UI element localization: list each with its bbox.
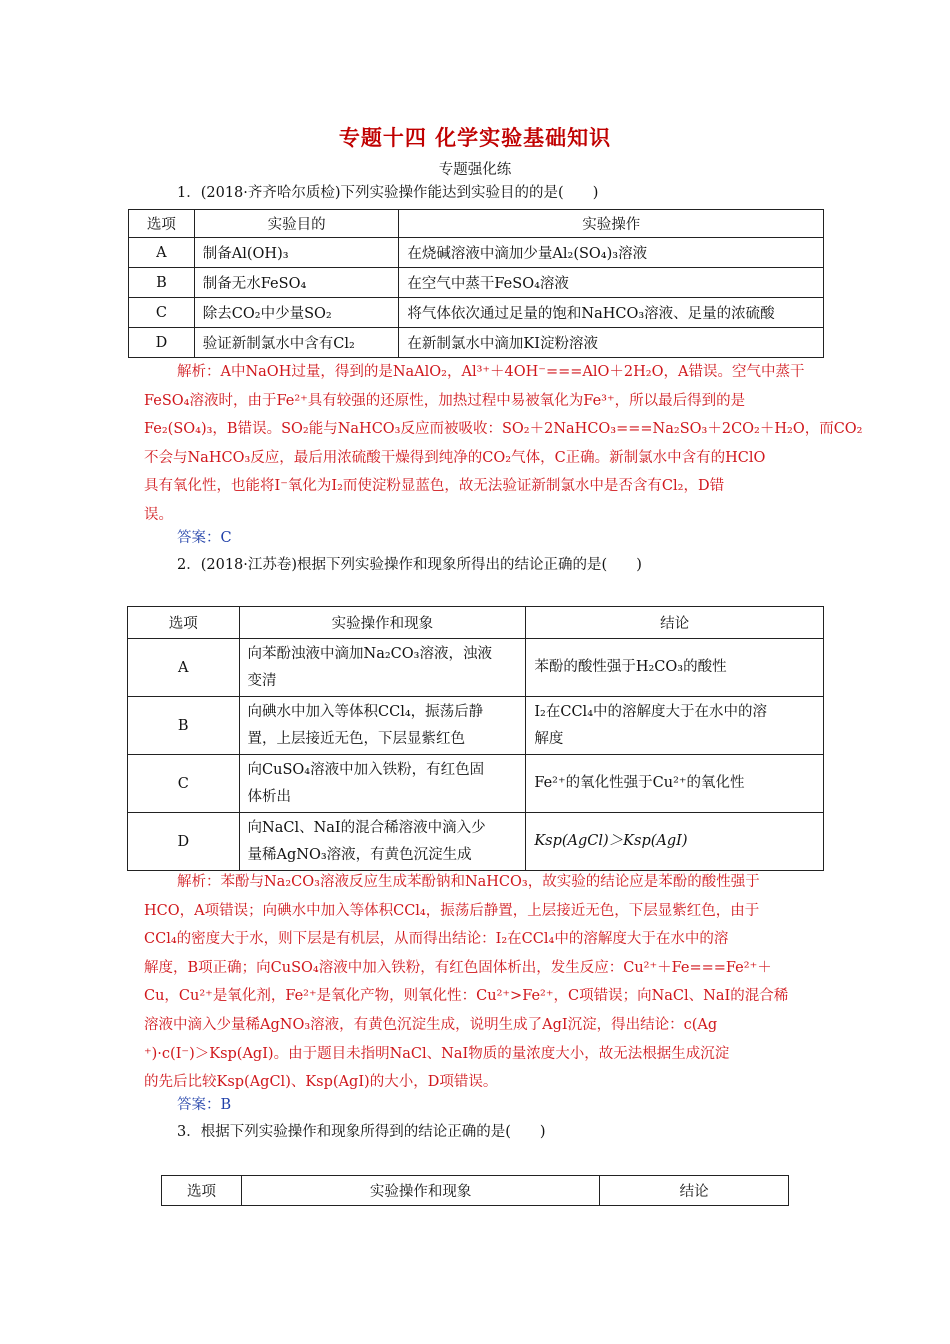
table-cell: C	[128, 755, 240, 813]
cell-line: I₂在CCl₄中的溶解度大于在水中的溶	[534, 703, 768, 720]
analysis-line: 解度，B项正确；向CuSO₄溶液中加入铁粉，有红色固体析出，发生反应：Cu²⁺＋Fe===Fe²⁺＋	[144, 959, 772, 976]
page-subtitle: 专题强化练	[438, 162, 512, 178]
question-1-answer: 答案：C	[177, 530, 232, 546]
analysis-line: 溶液中滴入少量稀AgNO₃溶液，有黄色沉淀生成，说明生成了AgI沉淀，得出结论：c(Ag	[144, 1016, 718, 1033]
question-2-table	[127, 606, 824, 871]
analysis-line: Fe₂(SO₄)₃，B错误。SO₂能与NaHCO₃反应而被吸收：SO₂＋2NaHCO₃===Na₂SO₃＋2CO₂＋H₂O，而CO₂	[144, 421, 863, 438]
table-cell: B	[129, 268, 195, 298]
table-header-cell: 选项	[129, 210, 195, 238]
analysis-line: 解析：苯酚与Na₂CO₃溶液反应生成苯酚钠和NaHCO₃，故实验的结论应是苯酚的酸性强于	[177, 874, 760, 890]
table-cell: 制备无水FeSO₄	[194, 268, 399, 298]
table-cell: 在空气中蒸干FeSO₄溶液	[399, 268, 824, 298]
table-cell: 验证新制氯水中含有Cl₂	[194, 328, 399, 358]
analysis-line: CCl₄的密度大于水，则下层是有机层，从而得出结论：I₂在CCl₄中的溶解度大于在水中的溶	[144, 931, 729, 948]
table-header-cell: 实验操作和现象	[239, 607, 526, 639]
cell-line: 变清	[247, 672, 277, 689]
analysis-line: 的先后比较Ksp(AgCl)、Ksp(AgI)的大小，D项错误。	[144, 1074, 498, 1091]
table-header-cell: 选项	[128, 607, 240, 639]
question-1-analysis	[144, 358, 863, 530]
table-cell: 在新制氯水中滴加KI淀粉溶液	[399, 328, 824, 358]
question-2-analysis	[144, 868, 810, 1097]
table-row	[128, 639, 824, 697]
cell-line: 解度	[534, 730, 564, 747]
table-cell	[526, 697, 824, 755]
table-cell: D	[128, 813, 240, 871]
table-cell	[526, 639, 824, 697]
table-header-row	[128, 607, 824, 639]
table-cell: 将气体依次通过足量的饱和NaHCO₃溶液、足量的浓硫酸	[399, 298, 824, 328]
cell-line: 向NaCl、NaI的混合稀溶液中滴入少	[247, 819, 486, 836]
question-2-stem: 2．(2018·江苏卷)根据下列实验操作和现象所得出的结论正确的是( )	[177, 557, 642, 573]
table-cell	[239, 639, 526, 697]
cell-line: 苯酚的酸性强于H₂CO₃的酸性	[534, 659, 727, 675]
table-header-row	[162, 1176, 789, 1206]
table-row	[128, 697, 824, 755]
cell-line: 体析出	[247, 788, 292, 805]
question-1-stem: 1．(2018·齐齐哈尔质检)下列实验操作能达到实验目的的是( )	[177, 185, 599, 201]
table-row	[129, 238, 824, 268]
analysis-line: Cu，Cu²⁺是氧化剂，Fe²⁺是氧化产物，则氧化性：Cu²⁺>Fe²⁺，C项错误；向NaCl、NaI的混合稀	[144, 988, 789, 1005]
table-row	[129, 268, 824, 298]
cell-line: 置，上层接近无色，下层显紫红色	[247, 730, 466, 747]
question-1-table	[128, 209, 824, 358]
table-header-cell: 实验目的	[194, 210, 399, 238]
analysis-line: HCO，A项错误；向碘水中加入等体积CCl₄，振荡后静置，上层接近无色，下层显紫红色，由于	[144, 902, 760, 919]
question-2-answer: 答案：B	[177, 1097, 232, 1113]
analysis-line: 误。	[144, 506, 173, 523]
cell-line: 量稀AgNO₃溶液，有黄色沉淀生成	[247, 846, 472, 863]
table-cell: B	[128, 697, 240, 755]
table-cell	[239, 813, 526, 871]
analysis-line: 解析：A中NaOH过量，得到的是NaAlO₂，Al³⁺＋4OH⁻===AlO＋2H₂O，A错误。空气中蒸干	[177, 364, 805, 380]
table-cell	[526, 813, 824, 871]
table-cell: C	[129, 298, 195, 328]
table-row	[128, 813, 824, 871]
table-cell	[239, 755, 526, 813]
question-3-stem: 3．根据下列实验操作和现象所得到的结论正确的是( )	[177, 1124, 546, 1140]
table-header-cell: 实验操作	[399, 210, 824, 238]
table-header-cell: 选项	[162, 1176, 242, 1206]
cell-line: 向碘水中加入等体积CCl₄，振荡后静	[247, 703, 484, 720]
cell-line: Fe²⁺的氧化性强于Cu²⁺的氧化性	[534, 775, 745, 791]
cell-line: 向CuSO₄溶液中加入铁粉，有红色固	[247, 761, 485, 778]
analysis-line: 具有氧化性，也能将I⁻氧化为I₂而使淀粉显蓝色，故无法验证新制氯水中是否含有Cl₂，D错	[144, 478, 725, 495]
table-cell: A	[129, 238, 195, 268]
table-row	[129, 328, 824, 358]
table-row	[128, 755, 824, 813]
table-cell: D	[129, 328, 195, 358]
analysis-line: FeSO₄溶液时，由于Fe²⁺具有较强的还原性，加热过程中易被氧化为Fe³⁺，所以最后得到的是	[144, 392, 746, 409]
table-cell: 除去CO₂中少量SO₂	[194, 298, 399, 328]
question-3-table	[161, 1175, 789, 1206]
table-cell: A	[128, 639, 240, 697]
table-header-cell: 结论	[526, 607, 824, 639]
analysis-line: ⁺)·c(I⁻)＞Ksp(AgI)。由于题目未指明NaCl、NaI物质的量浓度大小，故无法根据生成沉淀	[144, 1045, 730, 1062]
table-header-row	[129, 210, 824, 238]
table-header-cell: 实验操作和现象	[241, 1176, 599, 1206]
table-header-cell: 结论	[600, 1176, 789, 1206]
table-cell: 制备Al(OH)₃	[194, 238, 399, 268]
table-cell: 在烧碱溶液中滴加少量Al₂(SO₄)₃溶液	[399, 238, 824, 268]
cell-line: 向苯酚浊液中滴加Na₂CO₃溶液，浊液	[247, 645, 492, 662]
analysis-line: 不会与NaHCO₃反应，最后用浓硫酸干燥得到纯净的CO₂气体，C正确。新制氯水中含有的HClO	[144, 449, 766, 466]
table-cell	[526, 755, 824, 813]
table-cell	[239, 697, 526, 755]
page-title: 专题十四 化学实验基础知识	[338, 125, 612, 150]
table-row	[129, 298, 824, 328]
cell-line: Ksp(AgCl)＞Ksp(AgI)	[534, 833, 688, 849]
